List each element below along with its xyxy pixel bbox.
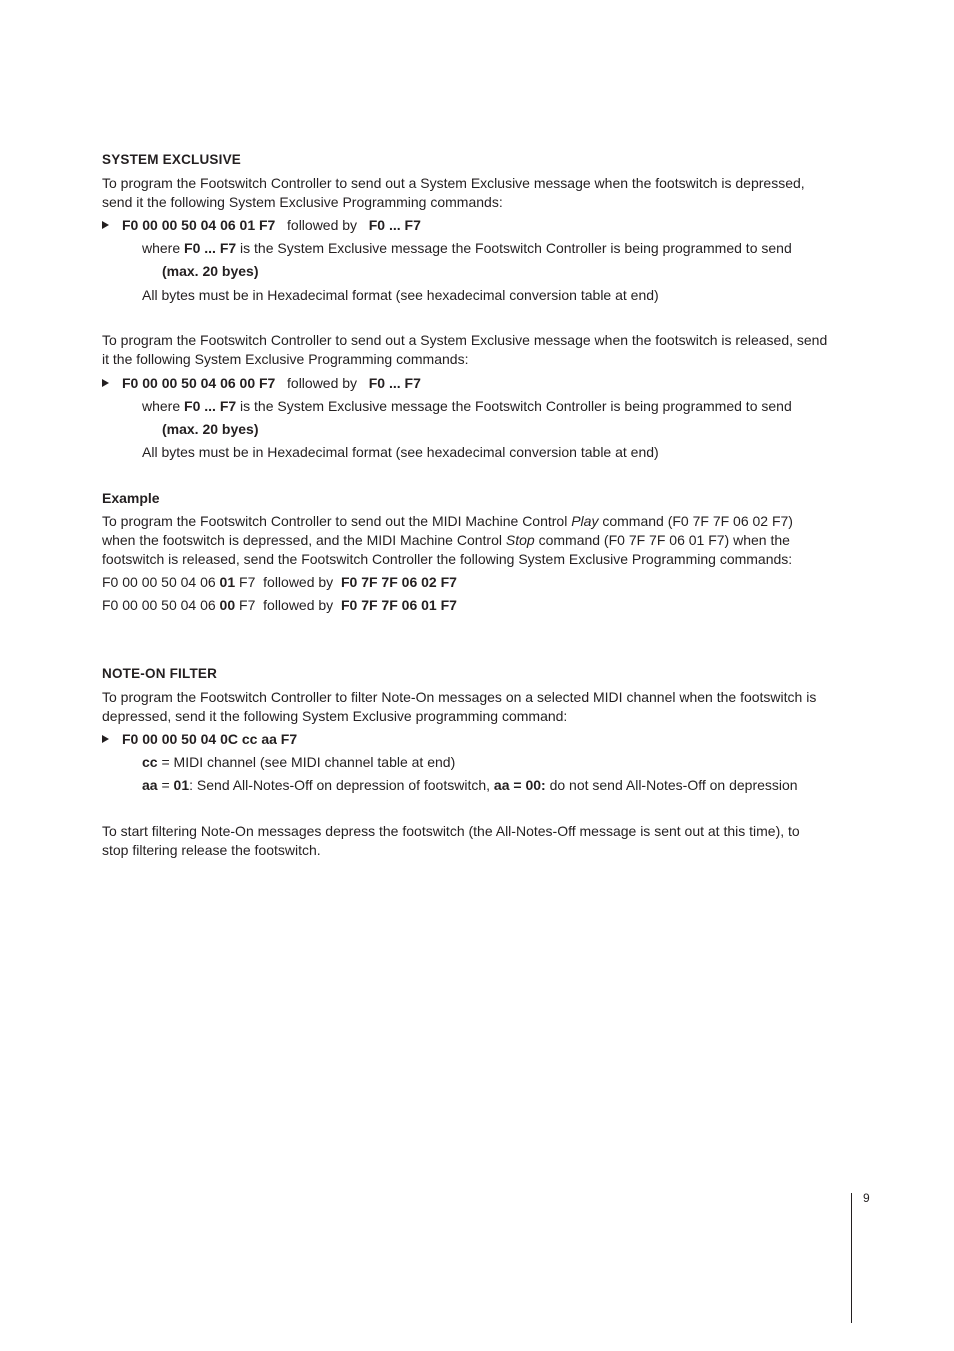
bullet-arrow-icon xyxy=(102,735,109,743)
sysex-heading: SYSTEM EXCLUSIVE xyxy=(102,152,241,167)
sysex-para2-line2: it the following System Exclusive Programming commands: xyxy=(102,351,469,367)
mmc-stop-code: F0 7F 7F 06 01 F7 xyxy=(340,597,457,613)
example-command-1 xyxy=(102,573,457,592)
example-text: command (F0 7F 7F 06 02 F7) xyxy=(602,513,793,529)
command-code: F0 00 00 50 04 06 00 F7 xyxy=(122,375,276,391)
aa-label: aa xyxy=(142,777,158,793)
noteon-para2-line1: To start filtering Note-On messages depress the footswitch (the All-Notes-Off message is sent out at this time), to xyxy=(102,823,800,839)
sysex-para2-line1: To program the Footswitch Controller to send out a System Exclusive message when the footswitch is released, send xyxy=(102,332,828,348)
sysex-message-code: F0 ... F7 xyxy=(368,375,421,391)
where-desc: is the System Exclusive message the Footswitch Controller is being programmed to send xyxy=(240,398,792,414)
sysex-para1-line1: To program the Footswitch Controller to send out a System Exclusive message when the footswitch is depressed, xyxy=(102,175,805,191)
equals-sign: = xyxy=(161,777,170,793)
sysex-where-2 xyxy=(142,397,792,416)
where-desc: is the System Exclusive message the Footswitch Controller is being programmed to send xyxy=(240,240,792,256)
noteon-para1-line1: To program the Footswitch Controller to filter Note-On messages on a selected MIDI channel when the footswitch is xyxy=(102,689,817,705)
aa-desc-01: : Send All-Notes-Off on depression of footswitch, xyxy=(189,777,491,793)
example-line3: footswitch is released, send the Footswitch Controller the following System Exclusive Programming commands: xyxy=(102,551,793,567)
cc-label: cc xyxy=(142,754,158,770)
aa-desc-00: do not send All-Notes-Off on depression xyxy=(549,777,798,793)
hex-format-note-2: All bytes must be in Hexadecimal format (see hexadecimal conversion table at end) xyxy=(142,444,659,460)
command-end: F7 xyxy=(239,574,256,590)
play-command-name: Play xyxy=(571,513,599,529)
example-heading: Example xyxy=(102,490,160,506)
sysex-message-code: F0 ... F7 xyxy=(184,398,237,414)
page-margin-rule xyxy=(851,1193,852,1323)
noteon-heading: NOTE-ON FILTER xyxy=(102,666,218,681)
cc-desc: = MIDI channel (see MIDI channel table at end) xyxy=(161,754,456,770)
sysex-command-1 xyxy=(122,216,421,235)
sysex-message-code: F0 ... F7 xyxy=(184,240,237,256)
followed-by-text: followed by xyxy=(287,217,358,233)
example-line2 xyxy=(102,531,790,550)
followed-by-text: followed by xyxy=(263,574,334,590)
max-bytes-note-1: (max. 20 byes) xyxy=(162,263,259,279)
hex-format-note-1: All bytes must be in Hexadecimal format (see hexadecimal conversion table at end) xyxy=(142,287,659,303)
command-flag: 01 xyxy=(219,574,236,590)
sysex-where-1 xyxy=(142,239,792,258)
aa-value-01: 01 xyxy=(173,777,190,793)
sysex-command-2 xyxy=(122,374,421,393)
command-end: F7 xyxy=(239,597,256,613)
followed-by-text: followed by xyxy=(263,597,334,613)
followed-by-text: followed by xyxy=(287,375,358,391)
max-bytes-note-2: (max. 20 byes) xyxy=(162,421,259,437)
command-code: F0 00 00 50 04 06 01 F7 xyxy=(122,217,276,233)
bullet-arrow-icon xyxy=(102,221,109,229)
bullet-arrow-icon xyxy=(102,379,109,387)
sysex-message-code: F0 ... F7 xyxy=(368,217,421,233)
sysex-para1-line2: send it the following System Exclusive Programming commands: xyxy=(102,194,503,210)
example-line1 xyxy=(102,512,793,531)
stop-command-name: Stop xyxy=(505,532,535,548)
cc-definition xyxy=(142,753,455,772)
example-text: when the footswitch is depressed, and the MIDI Machine Control xyxy=(102,532,502,548)
aa-definition xyxy=(142,776,798,795)
page-number: 9 xyxy=(863,1191,870,1205)
where-text: where xyxy=(142,240,181,256)
mmc-play-code: F0 7F 7F 06 02 F7 xyxy=(340,574,457,590)
noteon-para1-line2: depressed, send it the following System Exclusive programming command: xyxy=(102,708,568,724)
noteon-command: F0 00 00 50 04 0C cc aa F7 xyxy=(122,731,298,747)
command-prefix: F0 00 00 50 04 06 xyxy=(102,597,216,613)
aa-value-00: aa = 00: xyxy=(493,777,546,793)
command-prefix: F0 00 00 50 04 06 xyxy=(102,574,216,590)
where-text: where xyxy=(142,398,181,414)
example-text: To program the Footswitch Controller to send out the MIDI Machine Control xyxy=(102,513,568,529)
example-text: command (F0 7F 7F 06 01 F7) when the xyxy=(538,532,790,548)
example-command-2 xyxy=(102,596,457,615)
noteon-para2-line2: stop filtering release the footswitch. xyxy=(102,842,321,858)
command-flag: 00 xyxy=(219,597,236,613)
